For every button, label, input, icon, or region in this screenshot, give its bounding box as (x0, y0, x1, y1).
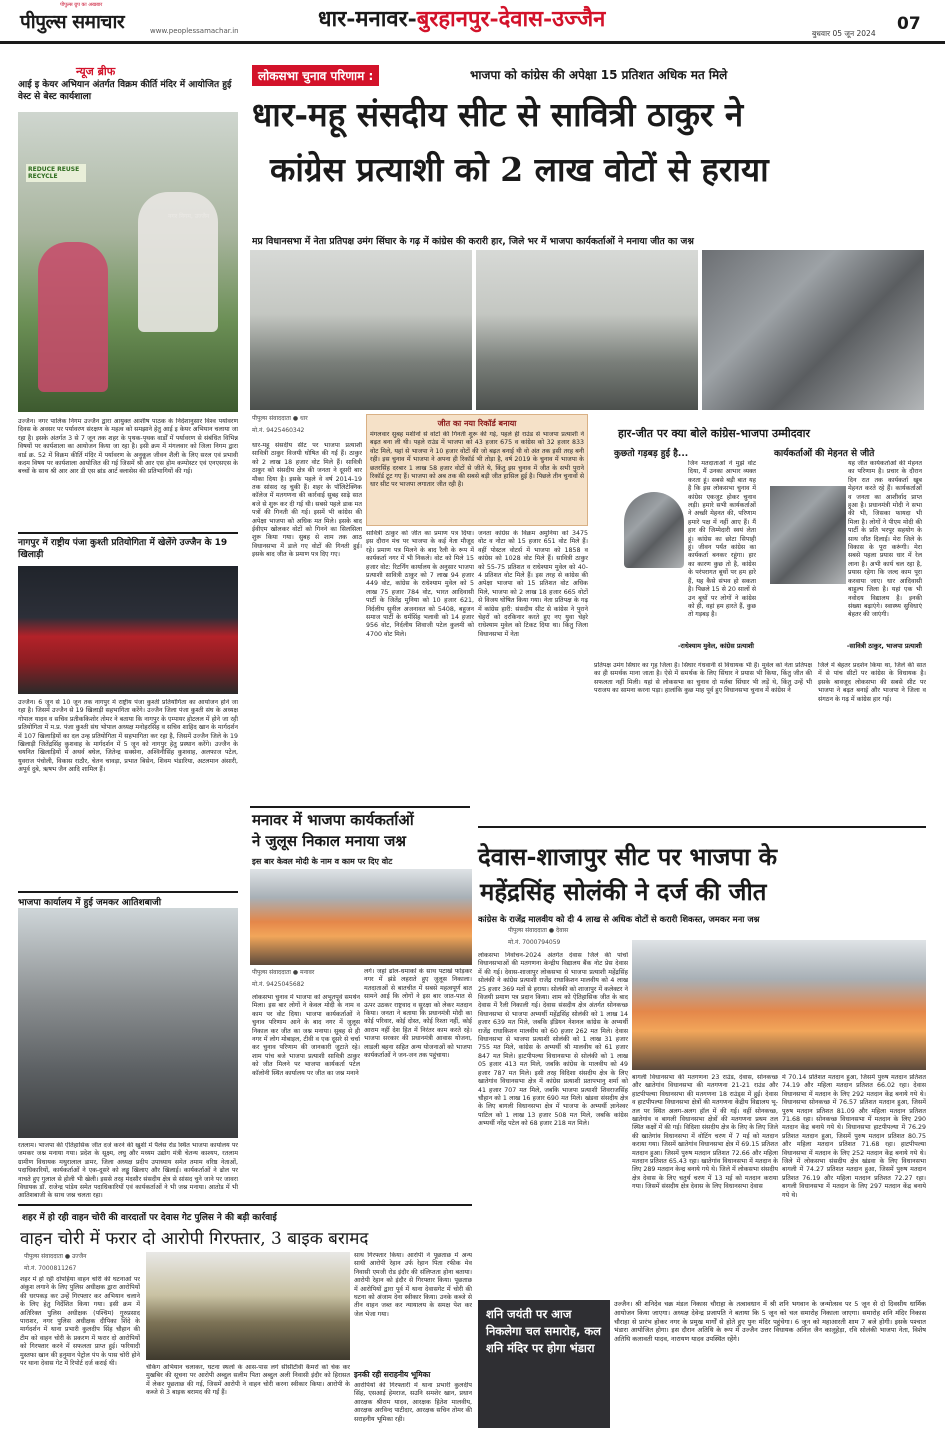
lead-kicker (252, 64, 922, 84)
lead-column-1: धार-महू संसदीय सीट पर भाजपा प्रत्याशी सावित्री ठाकुर विजयी घोषित की गईं हैं। ठाकुर को 2 लाख 18 हजार वोट मिले हैं। सावित्री ठाकुर को संसदीय क्षेत्र की जनता ने दूसरी बार मौका दिया है। इसके पहले वे वर्ष 2014-19 तक सांसद रह चुकी हैं। शहर के पॉलिटेक्निक कॉलेज में मतगणना की कार्रवाई सुबह साढ़े सात बजे से शुरू कर दी गई थी। सबसे पहले डाक मत पत्रों की गिनती की गई। इसमें भी कांग्रेस की अपेक्षा भाजपा को अधिक मत मिले। इसके बाद ईवीएम खोलकर वोटों को गिनने का सिलसिला शुरू किया गया। सुबह से शाम तक आठ विधानसभा में डाले गए वोटों की गिनती हुई। इसके बाद जीत के प्रमाण पत्र दिए गए। (252, 442, 362, 559)
lead-byline-name: पीपुल्स संवाददाता ● धार (252, 415, 308, 422)
site-url[interactable]: www.peoplessamachar.in (150, 27, 239, 35)
theft-column-1: शहर में हो रही दोपहिया वाहन चोरी की घटनाओं पर अंकुश लगाने के लिए पुलिस अधीक्षक द्वारा आरोपियों की धरपकड़ कर उन्हें गिरफ्तार कर अभियान चलाने के लिए हेतु निर्देशित किया गया। इसी क्रम में अतिरिक्त पुलिस अधीक्षक (पश्चिम) गुरुप्रसाद पाराशर, नगर पुलिस अधीक्षक दीपिका शिंदे के मार्गदर्शन में थाना प्रभारी कुलदीप सिंह चौहान की टीम को वाहन चोरी के प्रकरण में फरार दो आरोपियों को गिरफ्तार करने में सफलता प्राप्त हुई। फरियादी मुस्तफा खान की हनुमान पेट्रोल पंप के पास चोरी होने पर थाना देवास गेट में रिपोर्ट दर्ज कराई थी। (20, 1276, 140, 1368)
lead-photo-officials (476, 250, 698, 410)
lead-kicker-label: लोकसभा चुनाव परिणाम : (252, 65, 379, 86)
reaction-left-sign: -राधेश्याम मुवेल, कांग्रेस प्रत्याशी (677, 642, 754, 650)
reaction-left-head: कुछतो गड़बड़ हुई है... (614, 449, 689, 459)
edition-prefix: धार-मनावर- (318, 6, 417, 32)
divider (250, 806, 470, 808)
dewas-mobile: मो.नं. 7000794059 (508, 939, 561, 946)
reaction-title: हार-जीत पर क्या बोले कांग्रेस-भाजपा उम्मीदवार (618, 427, 811, 440)
lead-kicker-text: भाजपा को कांग्रेस की अपेक्षा 15 प्रतिशत अधिक मत मिले (470, 68, 728, 82)
page-number: 07 (897, 14, 921, 34)
theft-kicker: शहर में हो रही वाहन चोरी की वारदातों पर देवास गेट पुलिस ने की बड़ी कार्रवाई (22, 1213, 277, 1223)
manawar-deck: इस बार केवल मोदी के नाम व काम पर दिए वोट (252, 857, 393, 866)
child-figure (38, 242, 108, 392)
logo[interactable]: पीपुल्स समाचार (20, 11, 125, 33)
record-box-text: मंगलवार सुबह मशीनों से वोटों की गिनती शुरू की गई, पहले ही राउंड से भाजपा प्रत्याशी ने बढ़त बना ली थी। पहले राउंड में भाजपा को 43 हजार 675 व कांग्रेस को 32 हजार 833 वोट मिले, यहां से भाजपा ने 10 हजार वोटों की जो बढ़त बनाई थी वो अंत तक इसी तरह बनी रही। इस चुनाव में भाजपा ने अपना ही रिकॉर्ड भी तोड़ा है, वर्ष 2019 के चुनाव में भाजपा के छतरसिंह दरबार 1 लाख 58 हजार वोटों से जीते थे, किंतु इस चुनाव में जीत के सभी पुराने रिकॉर्ड टूट गए हैं। भाजपा को अब तक की सबसे बड़ी जीत हासिल हुई है। पिछले तीन चुनावों से धार सीट पर भाजपा लगातार जीत रही है। (370, 431, 584, 489)
record-box-title: जीत का नया रिकॉर्ड बनाया (437, 419, 517, 428)
brief-paragraph-1: उज्जैन। नगर पालिक निगम उज्जैन द्वारा आयुक्त आशीष पाठक के निर्देशानुसार विश्व पर्यावरण दिवस के अवसर पर पर्यावरण संरक्षण के महत्व को समझाने हेतु आई इ केयर अभियान चलाया जा रहा है। इसके अंतर्गत 3 से 7 जून तक शहर के पृथक-पृथक वार्डों में पर्यावरण से संबंधित विभिन्न विषयों पर कार्यशाला का आयोजन किया जा रहा है। इसी क्रम में मंगलवार को जिला निगम द्वारा वार्ड क्र. 52 में विक्रम कीर्ति मंदिर में पर्यावरण के अनुकूल जीवन शैली के लिए सरल एवं प्रभावी कदम विषय पर कार्यशाला आयोजित की गई जिसमें श्री आर एस होम कम्पोस्टर एवं एनएसएस के बच्चों के साथ श्री आर आर डी एस ब्रांड आर्ट क्लासेस की प्रतिभागियों की गई। (18, 418, 238, 476)
shani-text: उज्जैन। श्री शनिदेव चक्र मंडल निकास चौराहा के तत्वावधान में श्री शनि भगवान के जन्मोत्सव पर 5 जून से दो दिवसीय धार्मिक आयोजन किया जाएगा। अध्यक्ष देवेन्द्र प्रजापति ने बताया कि 5 जून को चल समारोह निकाला जाएगा। समारोह शनि मंदिर निकास चौराहा से प्रारंभ होकर नगर के प्रमुख मार्गों से होते हुए पुनः मंदिर पहुंचेगा। 6 जून को महाआरती शाम 7 बजे होगी। इसके पश्चात भंडारा आयोजित होगा। इस दौरान अतिथि के रूप में उज्जैन उत्तर विधायक अनिल जैन कालूहेड़ा, रवि सोलंकी भाजपा नेता, विशेष अतिथि कलावती यादव, नारायण यादव उपस्थित रहेंगे। (614, 1300, 926, 1344)
manawar-mobile: मो.नं. 9425045682 (252, 981, 305, 988)
manawar-photo-rally (250, 869, 472, 965)
manawar-byline-name: पीपुल्स संवाददाता ● मनावर (252, 969, 315, 976)
record-box (366, 414, 588, 526)
lead-photo-counting (250, 250, 472, 410)
dewas-byline (508, 926, 648, 946)
lead-column-5: जिले में बेहतर प्रदर्शन किया था, जिले की सात में से पांच सीटों पर कांग्रेस के विधायक है। इसके बावजूद लोकसभा की सबसे सीट पर भाजपा ने बढ़त बनाई और भाजपा ने जिला व संगठन के गढ़ में कांग्रेस हार गई। (818, 662, 926, 703)
lead-mobile: मो.नं. 9425460342 (252, 427, 305, 434)
lead-photo-certificate (702, 250, 924, 410)
divider (18, 891, 238, 893)
divider (478, 826, 926, 828)
dewas-column-1: लोकसभा निर्वाचन-2024 अंतर्गत देवास जिले की पांचों विधानसभाओं की मतगणना केन्द्रीय विद्यालय बैंक नोट प्रेस देवास में की गई। देवास-शाजापुर लोकसभा से भाजपा प्रत्याशी महेंद्रसिंह सोलंकी ने कांग्रेस प्रत्याशी राजेंद्र राधाकिशन मालवीय को 4 लाख 25 हजार 369 मतों से हराया। सोलंकी को शाजापुर में कलेक्टर ने विजयी प्रमाण पत्र प्रदान किया। शाम को ऐतिहासिक जीत के बाद देवास में रैली निकाली गई। देवास संसदीय क्षेत्र अंतर्गत सोनकच्छ विधानसभा से भाजपा अभ्यर्थी महेंद्रसिंह सोलंकी को 1 लाख 14 हजार 639 मत मिले, जबकि इंडियन नेशनल कांग्रेस के अभ्यर्थी राजेंद्र राधाकिशन मालवीय को 60 हजार 262 मत मिले। देवास विधानसभा से भाजपा प्रत्याशी सोलंकी को 1 लाख 31 हजार 755 मत मिले, कांग्रेस के अभ्यर्थी श्री मालवीय को 61 हजार 847 मत मिले। हाटपीपल्या विधानसभा से सोलंकी को 1 लाख 05 हजार 413 मत मिले, जबकि कांग्रेस के मालवीय को 49 हजार 787 मत मिले। इसी तरह विदिशा संसदीय क्षेत्र के लिए खातेगांव विधानसभा क्षेत्र में कांग्रेस प्रत्याशी प्रतापभानु शर्मा को 41 हजार 707 मत मिले, जबकि भाजपा प्रत्याशी शिवराजसिंह चौहान को 1 लाख 16 हजार 690 मत मिले। खंडवा संसदीय क्षेत्र के लिए बागली विधानसभा क्षेत्र में भाजपा के अभ्यर्थी ज्ञानेश्वर पाटिल को 1 लाख 13 हजार 508 मत मिले, जबकि कांग्रेस अभ्यर्थी नरेंद्र पटेल को 68 हजार 218 मत मिले। (478, 952, 628, 1128)
dewas-headline-1: देवास-शाजापुर सीट पर भाजपा के (478, 842, 778, 871)
brief-photo-1 (18, 112, 238, 412)
theft-column-2: चेकिंग अभियान चलाकर, घटना स्थलों के आस-पास लगे सीसीटीवी कैमरों को चेक कर मुखबिर की सूचना पर आरोपी अब्दुल सलीम पिता अब्दुल अली निवासी इंदौर को हिरासत में लेकर पूछताछ की गई, जिसमें आरोपी ने वाहन चोरी करना स्वीकार किया। आरोपी के कब्जे से 3 बाइक बरामद की गईं हैं। (146, 1364, 350, 1397)
edition-title (318, 3, 605, 33)
lead-byline (252, 414, 364, 434)
reaction-box (594, 426, 926, 656)
divider (18, 532, 238, 534)
edition-suffix: बुरहानपुर-देवास-उज्जैन (416, 6, 606, 32)
brief-photo-2 (18, 566, 238, 694)
theft-byline-name: पीपुल्स संवाददाता ● उज्जैन (24, 1253, 87, 1260)
lead-headline-2: कांग्रेस प्रत्याशी को 2 लाख वोटों से हराया (270, 150, 769, 189)
dewas-deck: कांग्रेस के राजेंद्र मालवीय को दी 4 लाख से अधिक वोटों से करारी शिकस्त, जमकर मना जश्न (478, 914, 760, 924)
dewas-headline-2: महेंद्रसिंह सोलंकी ने दर्ज की जीत (480, 877, 767, 906)
brief-photo-1-sign: REDUCE REUSE RECYCLE (26, 164, 86, 182)
dewas-byline-name: पीपुल्स संवाददाता ● देवास (508, 927, 569, 934)
lead-column-2: सावित्री ठाकुर को जीत का प्रमाण पत्र दिया। इस दौरान मंच पर भाजपा के कई नेता मौजूद रहे। प्रमाण पत्र मिलने के बाद रैली के रूप में कार्यकर्ता नगर में भी निकले। वोट को मिले 15 हजार वोट: रिटर्निंग कार्यालय के अनुसार भाजपा प्रत्याशी सावित्री ठाकुर को 7 लाख 94 हजार 449 वोट, कांग्रेस के राधेश्याम मुवेल को 5 लाख 75 हजार 784 वोट, भारत आदिवासी पार्टी के जितेंद्र मुनिया को 10 हजार 621, निर्दलीय सुनील अजनावत को 5408, बहुजन समाज पार्टी के धर्मसिंह भलावी को 14 हजार 956 वोट, निर्दलीय शिवाजी पटेल कुलमी को 4700 वोट मिले। (366, 530, 474, 638)
theft-mobile: मो.नं. 7000811267 (24, 1265, 77, 1272)
brief-headline-1: आई इ केयर अभियान अंतर्गत विक्रम कीर्ति मंदिर में आयोजित हुई वेस्ट से बेस्ट कार्यशाला (18, 80, 232, 102)
brief-headline-2: नागपुर में राष्ट्रीय पंजा कुश्ती प्रतियोगिता में खेलेंगे उज्जैन के 19 खिलाड़ी (18, 538, 228, 560)
woman-figure (138, 192, 218, 332)
theft-photo-accused (146, 1252, 350, 1360)
brief-paragraph-3: रतलाम। भाजपा की ऐतिहासिक जीत दर्ज करने की खुशी में पैलेस रोड स्थित भाजपा कार्यालय पर जमकर जश्न मनाया गया। प्रदेश के सूक्ष्म, लघु और मध्यम उद्योग मंत्री चेतन्य काश्यप, रतलाम ग्रामीण विधायक मथुरालाल डामर, जिला अध्यक्ष प्रदीप उपाध्याय समेत तमाम वरिष्ठ नेताओं, पदाधिकारियों, कार्यकर्ताओं ने एक-दूसरे को लड्डू खिलाए और खिलाई। कार्यकर्ताओं ने ढोल पर नाचते हुए गुलाल से होली भी खेली। इससे तरह मंदसौर संसदीय क्षेत्र से सांसद चुने जाने पर जावरा विधायक डॉ. राजेन्द्र पांडेय समेत पदाधिकारियों एवं कार्यकर्ताओं ने भी जश्न मनाया। आतोड में भी आतिशबाजी के साथ जश्न चलता रहा। (18, 1142, 238, 1200)
theft-role-title: इनकी रही सराहनीय भूमिका (354, 1370, 431, 1379)
lead-headline-1: धार-महू संसदीय सीट से सावित्री ठाकुर ने (252, 95, 744, 134)
edition-date: बुधवार 05 जून 2024 (812, 29, 876, 38)
brief-photo-3 (18, 908, 238, 1138)
reaction-left-text: जिन मतदाताओं ने मुझे वोट दिया, मैं उनका आभार व्यक्त करता हूं। सबसे बड़ी बात यह है कि इस लोकसभा चुनाव में कांग्रेस एकजुट होकर चुनाव लड़ी। हमारे सभी कार्यकर्ताओं ने अच्छी मेहनत की, परिणाम हमारे पक्ष में नहीं आए हैं। मैं हार की जिम्मेदारी स्वयं लेता हूं। कांग्रेस का छोटा सिपाही हूं। जीवन पर्यंत कांग्रेस का कार्यकर्ता बनकर रहूंगा। हार का कारण कुछ तो है, कांग्रेस के परंपरागत बूथों पर हम हारे हैं, यह कैसे संभव हो सकता है। पिछले 15 से 20 सालों से उन बूथों पर लोगों ने कांग्रेस को ही, वहां हम हारते हैं, कुछ तो गड़बड़ है। (688, 460, 756, 619)
theft-headline: वाहन चोरी में फरार दो आरोपी गिरफ्तार, 3 बाइक बरामद (20, 1229, 369, 1249)
lead-column-3: जनता कांग्रेस के विक्रम अमुनिया को 3475 वोट व नोटा को 15 हजार 651 वोट मिले हैं। वहीं पोस्टल वोटर्स में भाजपा को 1858 व कांग्रेस को 1028 वोट मिले हैं। सावित्री ठाकुर को 55-75 प्रतिशत व राधेश्याम मुवेल को 40-4 प्रतिशत वोट मिले हैं। इस तरह से कांग्रेस की अपेक्षा भाजपा को 15 प्रतिशत वोट अधिक मिले, भाजपा को 2 लाख 18 हजार 665 वोटों से विजय घोषित किया गया। नेता प्रतिपक्ष के गढ़ में कांग्रेस हारी: संसदीय सीट से कांग्रेस ने पुराने चेहरों को दरकिनार करते हुए नए युवा चेहरे राधेश्याम मुवेल को टिकट दिया था। किंतु जिला विधानसभा में नेता (478, 530, 588, 638)
brief-paragraph-2: उज्जैन। 6 जून से 10 जून तक नागपुर में राष्ट्रीय पंजा कुश्ती प्रतियोगिता का आयोजन होने जा रहा है। जिसमें उज्जैन से 19 खिलाड़ी सहभागिता करेंगे। उज्जैन जिला पंजा कुश्ती संघ के अध्यक्ष गोपाल यादव व सचिव प्रतीककिशोर तोमर ने बताया कि नागपुर के एम्पायर होटलल में होने जा रही प्रतियोगिता में म.प्र. पंजा कुश्ती संघ भोपाल अध्यक्ष मनोहरसिंह व सचिव शाहिद खान के मार्गदर्शन में 107 खिलाड़ियों का दल उन्ह प्रतियोगिता में सहभागिता कर रहा है, जिसमें उज्जैन जिले के 19 खिलाड़ी जितेंद्रसिंह कुशवाह के मार्गदर्शन में 5 जून को नागपुर हेतु प्रस्थान करेंगे। उज्जैन के चयनित खिलाड़ियों में अथर्व बघेल, जितेन्द्र सक्सेना, अश्विनीसिंह कुशवाह, अलफाज पटेल, युवराज पंचोली, विकास राठौर, चेतन चावड़ा, प्रभात बिसेन, शिवम भंडारिया, अटलमान अंसारी, अपूर्व दुबे, ऋषभ जैन आदि शामिल हैं। (18, 699, 238, 774)
lead-column-4: प्रतिपक्ष उमंग सिंघार का गृह जिला है। सिंघार गंधवानी से विधायक भी हैं। मुवेल को नेता प्रतिपक्ष का ही समर्थक माना जाता है। ऐसे में समर्थक के लिए सिंघार ने प्रयास भी किया, किंतु जीत की सफलता नहीं मिली। यहां से लोकसभा का चुनाव दो मर्तबा सिंघार भी लड़ें थे, किंतु उन्हें भी पराजय का सामना करना पड़ा। हालांकि कुछ माह पूर्व हुए विधानसभा चुनाव में कांग्रेस ने (594, 662, 812, 695)
manawar-headline-1: मनावर में भाजपा कार्यकर्ताओं (252, 811, 414, 829)
theft-byline (24, 1252, 144, 1272)
dewas-column-2: बागली विधानसभा की मतगणना 23 राउंड, देवास, सोनकच्छ और खातेगांव विधानसभा की मतगणना 21-21 राउंड और हाटपीपल्या विधानसभा की मतगणना 18 राउंड्स में हुई। देवास व हाटपीपल्या विधानसभा क्षेत्रों की मतगणना केंद्रीय विद्यालय भू-तल पर स्थित अलग-अलग हॉल में की गई। वहीं सोनकच्छ, खातेगांव व बागली विधानसभा क्षेत्रों की मतगणना प्रथम तल स्थित कक्षों में की गई। विदिशा संसदीय क्षेत्र के लिए के लिए जिले की खातेगांव विधानसभा में वोटिंग चरण में 7 मई को मतदान कराया गया। जिसमें खातेगांव विधानसभा क्षेत्र में 69.15 प्रतिशत मतदान हुआ। जिसमें पुरुष मतदान प्रतिशत 72.66 और महिला मतदान प्रतिशत 65.43 रहा। खातेगांव विधानसभा में मतदान के लिए 289 मतदान केन्द्र बनाये गये थे। जिले में लोकसभा संसदीय क्षेत्र देवास के लिए चतुर्थ चरण में 13 मई को मतदान कराया गया। जिसमें संसदीय क्षेत्र देवास के लिए विधानसभा देवास (632, 1074, 778, 1191)
manawar-headline-2: ने जुलूस निकाल मनाया जश्न (252, 832, 406, 850)
shani-title: शनि जयंती पर आज निकलेगा चल समारोह, कल शनि मंदिर पर होगा भंडारा (486, 1307, 601, 1355)
shani-title-box (478, 1300, 610, 1428)
lead-deck: मप्र विधानसभा में नेता प्रतिपक्ष उमंग सिंघार के गढ़ में कांग्रेस की करारी हार, जिले भर में भाजपा कार्यकर्ताओं ने मनाया जीत का जश्न (252, 236, 694, 247)
manawar-column-2: लगे। जहां ढोल-धमाकों के साथ पटाखे फोड़कर नगर में झंडे लहराते हुए जुलूस निकाला। मतदाताओं से बातचीत में सबसे महत्वपूर्ण बात सामने आई कि लोगों ने इस बार जात-पात से ऊपर उठकर राष्ट्रवाद व सुरक्षा को लेकर मतदान किया। जनता ने बताया कि प्रधानमंत्री मोदी का कोई परिवार, कोई दोस्त, कोई रिश्ता नहीं, कोई आराम नहीं देश हित में निरंतर काम करते रहे। भाजपा सरकार की प्रधानमंत्री आवास योजना, लाडली बहना सहित अन्य योजनाओं को भाजपा कार्यकर्ताओं ने जन-जन तक पहुंचाया। (364, 968, 472, 1060)
logo-tagline: पीपुल्स ग्रुप का अखबार (60, 2, 103, 8)
manawar-column-1: लोकसभा चुनाव में भाजपा को अभूतपूर्व समर्थन मिला। इस बार लोगों ने केवल मोदी के नाम व काम पर वोट दिया। भाजपा कार्यकर्ताओं ने चुनाव परिणाम आने के बाद नगर में जुलूस निकाल कर जीत का जश्न मनाया। सुबह से ही नगर में लोग मोबाइल, टीवी व एक दूसरे से चर्चा कर चुनाव परिणाम की जानकारी जुटाते रहे। शाम पांच बजे भाजपा प्रत्याशी सावित्री ठाकुर को जीत मिलने पर भाजपा कार्यकर्ता पटेल कॉलोनी स्थित कार्यालय पर जीत का जश्न मनाने (252, 994, 360, 1077)
manawar-byline (252, 968, 362, 988)
dewas-photo-certificate (632, 940, 926, 1070)
brief-headline-3: भाजपा कार्यालय में हुई जमकर आतिशबाजी (18, 898, 162, 908)
reaction-right-head: कार्यकर्ताओं की मेहनत से जीते (774, 449, 875, 459)
theft-column-3: साथ गिरफ्तार किया। आरोपी ने पूछताछ में अन्य साथी आरोपी रेहान उर्फ रेहान पिता रफीक मेव निवासी एमजी रोड इंदौर की संलिप्तता होना बताया। आरोपी रेहान को इंदौर से गिरफ्तार किया। पूछताछ में आरोपियों द्वारा पूर्व में थाना देवासगेट में चोरी की घटना को अंजाम देना स्वीकार किया। उनके कब्जे से तीन वाहन जब्त कर न्यायालय के समक्ष पेश कर जेल भेजा गया। (354, 1252, 472, 1318)
newsbrief-label: न्यूज ब्रीफ (76, 65, 116, 78)
reaction-right-text: यह जीत कार्यकर्ताओं की मेहनत का परिणाम है। प्रचार के दौरान दिन रात तक कार्यकर्ता खूब मेहनत करते रहे हैं। कार्यकर्ताओं व जनता का आशीर्वाद प्राप्त हुआ है। प्रधानमंत्री मोदी ने सभा की भी, जिसका फायदा भी मिला है। लोगों ने पीएम मोदी की पार्टी के प्रति भरपूर सहयोग के साथ जीत दिलाई। मेरा जिले के विकास के पूरा करूंगी। मेरा सबसे पहला प्रयास धार में रेल लाना है। अभी कार्य चल रहा है, प्रयास रहेगा कि जल्द काम पूरा करवाया जाए। धार आदिवासी बाहुल्य जिला है। यहां एक भी नवोदय विद्यालय है। इनकी संख्या बढ़ाएंगे। स्वास्थ्य सुविधाएं बेहतर की जाएंगी। (848, 460, 922, 619)
reaction-right-sign: -सावित्री ठाकुर, भाजपा प्रत्याशी (846, 642, 922, 650)
newsbrief-column (18, 62, 238, 1402)
masthead (0, 0, 945, 44)
dewas-column-3: में 70.14 प्रतिशत मतदान हुआ, जिसमें पुरुष मतदान प्रतिशत 74.19 और महिला मतदान प्रतिशत 66.02 रहा। देवास विधानसभा में मतदान के लिए 292 मतदान केंद्र बनाये गये थे। विधानसभा सोनकच्छ में 76.57 प्रतिशत मतदान हुआ, जिसमें पुरुष मतदान प्रतिशत 81.09 और महिला मतदान प्रतिशत 71.68 रहा। सोनकच्छ विधानसभा में मतदान के लिए 290 मतदान केंद्र बनाये गये थे। विधानसभा हाटपीपल्या में 76.29 प्रतिशत मतदान हुआ, जिसमें पुरुष मतदान प्रतिशत 80.75 और महिला मतदान प्रतिशत 71.68 रहा। हाटपीपल्या विधानसभा में मतदान के लिए 252 मतदान केंद्र बनाये गये थे। जिले में लोकसभा संसदीय क्षेत्र खंडवा के लिए विधानसभा बागली में 74.27 प्रतिशत मतदान हुआ, जिसमें पुरुष मतदान प्रतिशत 76.19 और महिला मतदान प्रतिशत 72.27 रहा। बागली विधानसभा में मतदान के लिए 297 मतदान केंद्र बनाये गये थे। (782, 1074, 926, 1199)
theft-role-text: आरोपियों की गिरफ्तारी में थाना प्रभारी कुलदीप सिंह, एसआई हेमराज, सउनि समशेर खान, प्रधान आरक्षक श्रीराम यादव, आरक्षक हितेश मालवीय, आरक्षक अरविन्द पाटीदार, आरक्षक सचिन तोमर की सराहनीय भूमिका रही। (354, 1382, 472, 1423)
divider (18, 1204, 472, 1206)
